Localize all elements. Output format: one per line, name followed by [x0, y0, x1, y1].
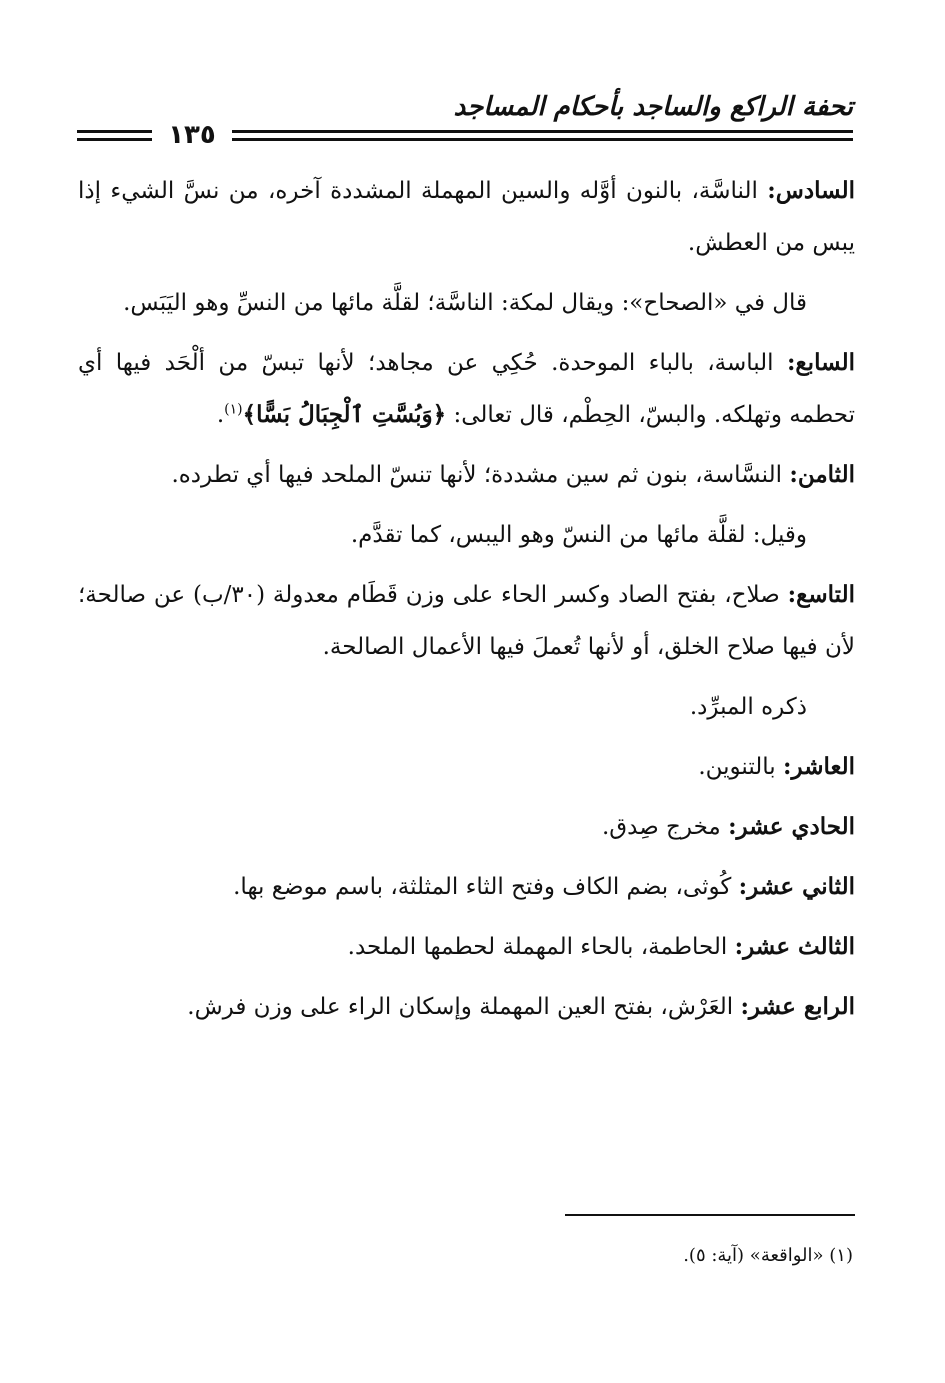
paragraph-fourteenth — [78, 981, 855, 1033]
paragraph-twelfth — [78, 861, 855, 913]
paragraph-thirteenth — [78, 921, 855, 973]
quran-verse: ﴿وَبُسَّتِ ٱلْجِبَالُ بَسًّا﴾ — [242, 401, 447, 428]
header-rule — [232, 130, 853, 133]
paragraph-term: السابع: — [786, 349, 855, 376]
paragraph-sixth — [78, 165, 855, 269]
paragraph-text: الباسة، بالباء الموحدة. حُكِي عن مجاهد؛ لأنها تبسّ من ألْحَد فيها أي تحطمه وتهلكه. والبسّ، الحِطْم، قال تعالى: — [78, 350, 855, 428]
footnote-reference[interactable]: (١) — [224, 401, 243, 418]
header-rule — [77, 130, 152, 133]
body-text — [78, 165, 855, 1041]
footnote: (١) «الواقعة» (آية: ٥). — [683, 1245, 853, 1266]
paragraph-term: الثامن: — [789, 461, 855, 488]
paragraph-term: الحادي عشر: — [728, 813, 855, 840]
paragraph-text: الحاطمة، بالحاء المهملة لحطمها الملحد. — [347, 934, 735, 960]
paragraph-eighth — [78, 449, 855, 501]
running-header-title: تحفة الراكع والساجد بأحكام المساجد — [453, 92, 853, 122]
paragraph-text: . — [216, 402, 225, 428]
paragraph-text: قال في «الصحاح»: ويقال لمكة: الناسَّة؛ لقلَّة مائها من النسِّ وهو اليَبَس. — [123, 290, 807, 316]
paragraph-term: السادس: — [767, 177, 855, 204]
paragraph-text: مخرج صِدق. — [601, 814, 729, 840]
paragraph-text: صلاح، بفتح الصاد وكسر الحاء على وزن قَطَام معدولة (٣٠/ب) عن صالحة؛ لأن فيها صلاح الخلق، أو لأنها تُعملَ فيها الأعمال الصالحة. — [78, 582, 855, 660]
page-number: ١٣٥ — [168, 120, 216, 150]
paragraph-seventh — [78, 337, 855, 441]
header-rule — [232, 138, 853, 141]
paragraph-ninth — [78, 569, 855, 673]
paragraph-text: بالتنوين. — [698, 754, 784, 780]
paragraph-mubarrad — [78, 681, 855, 733]
header-rule — [77, 138, 152, 141]
paragraph-qila — [78, 509, 855, 561]
paragraph-term: التاسع: — [787, 581, 855, 608]
paragraph-eleventh — [78, 801, 855, 853]
paragraph-text: ذكره المبرِّد. — [689, 694, 807, 720]
paragraph-text: كُوثى، بضم الكاف وفتح الثاء المثلثة، باسم موضع بها. — [233, 874, 739, 900]
paragraph-term: العاشر: — [783, 753, 855, 780]
paragraph-term: الثاني عشر: — [738, 873, 855, 900]
paragraph-tenth — [78, 741, 855, 793]
paragraph-text: وقيل: لقلَّة مائها من النسّ وهو اليبس، كما تقدَّم. — [350, 522, 807, 548]
paragraph-text: الناسَّة، بالنون أوَّله والسين المهملة المشددة آخره، من نسَّ الشيء إذا يبس من العطش. — [78, 178, 855, 256]
paragraph-sihah-quote — [78, 277, 855, 329]
paragraph-text: النسَّاسة، بنون ثم سين مشددة؛ لأنها تنسّ الملحد فيها أي تطرده. — [171, 462, 790, 488]
paragraph-term: الثالث عشر: — [734, 933, 855, 960]
paragraph-term: الرابع عشر: — [740, 993, 855, 1020]
footnote-separator — [565, 1214, 855, 1216]
paragraph-text: العَرْش، بفتح العين المهملة وإسكان الراء على وزن فرش. — [187, 994, 741, 1020]
